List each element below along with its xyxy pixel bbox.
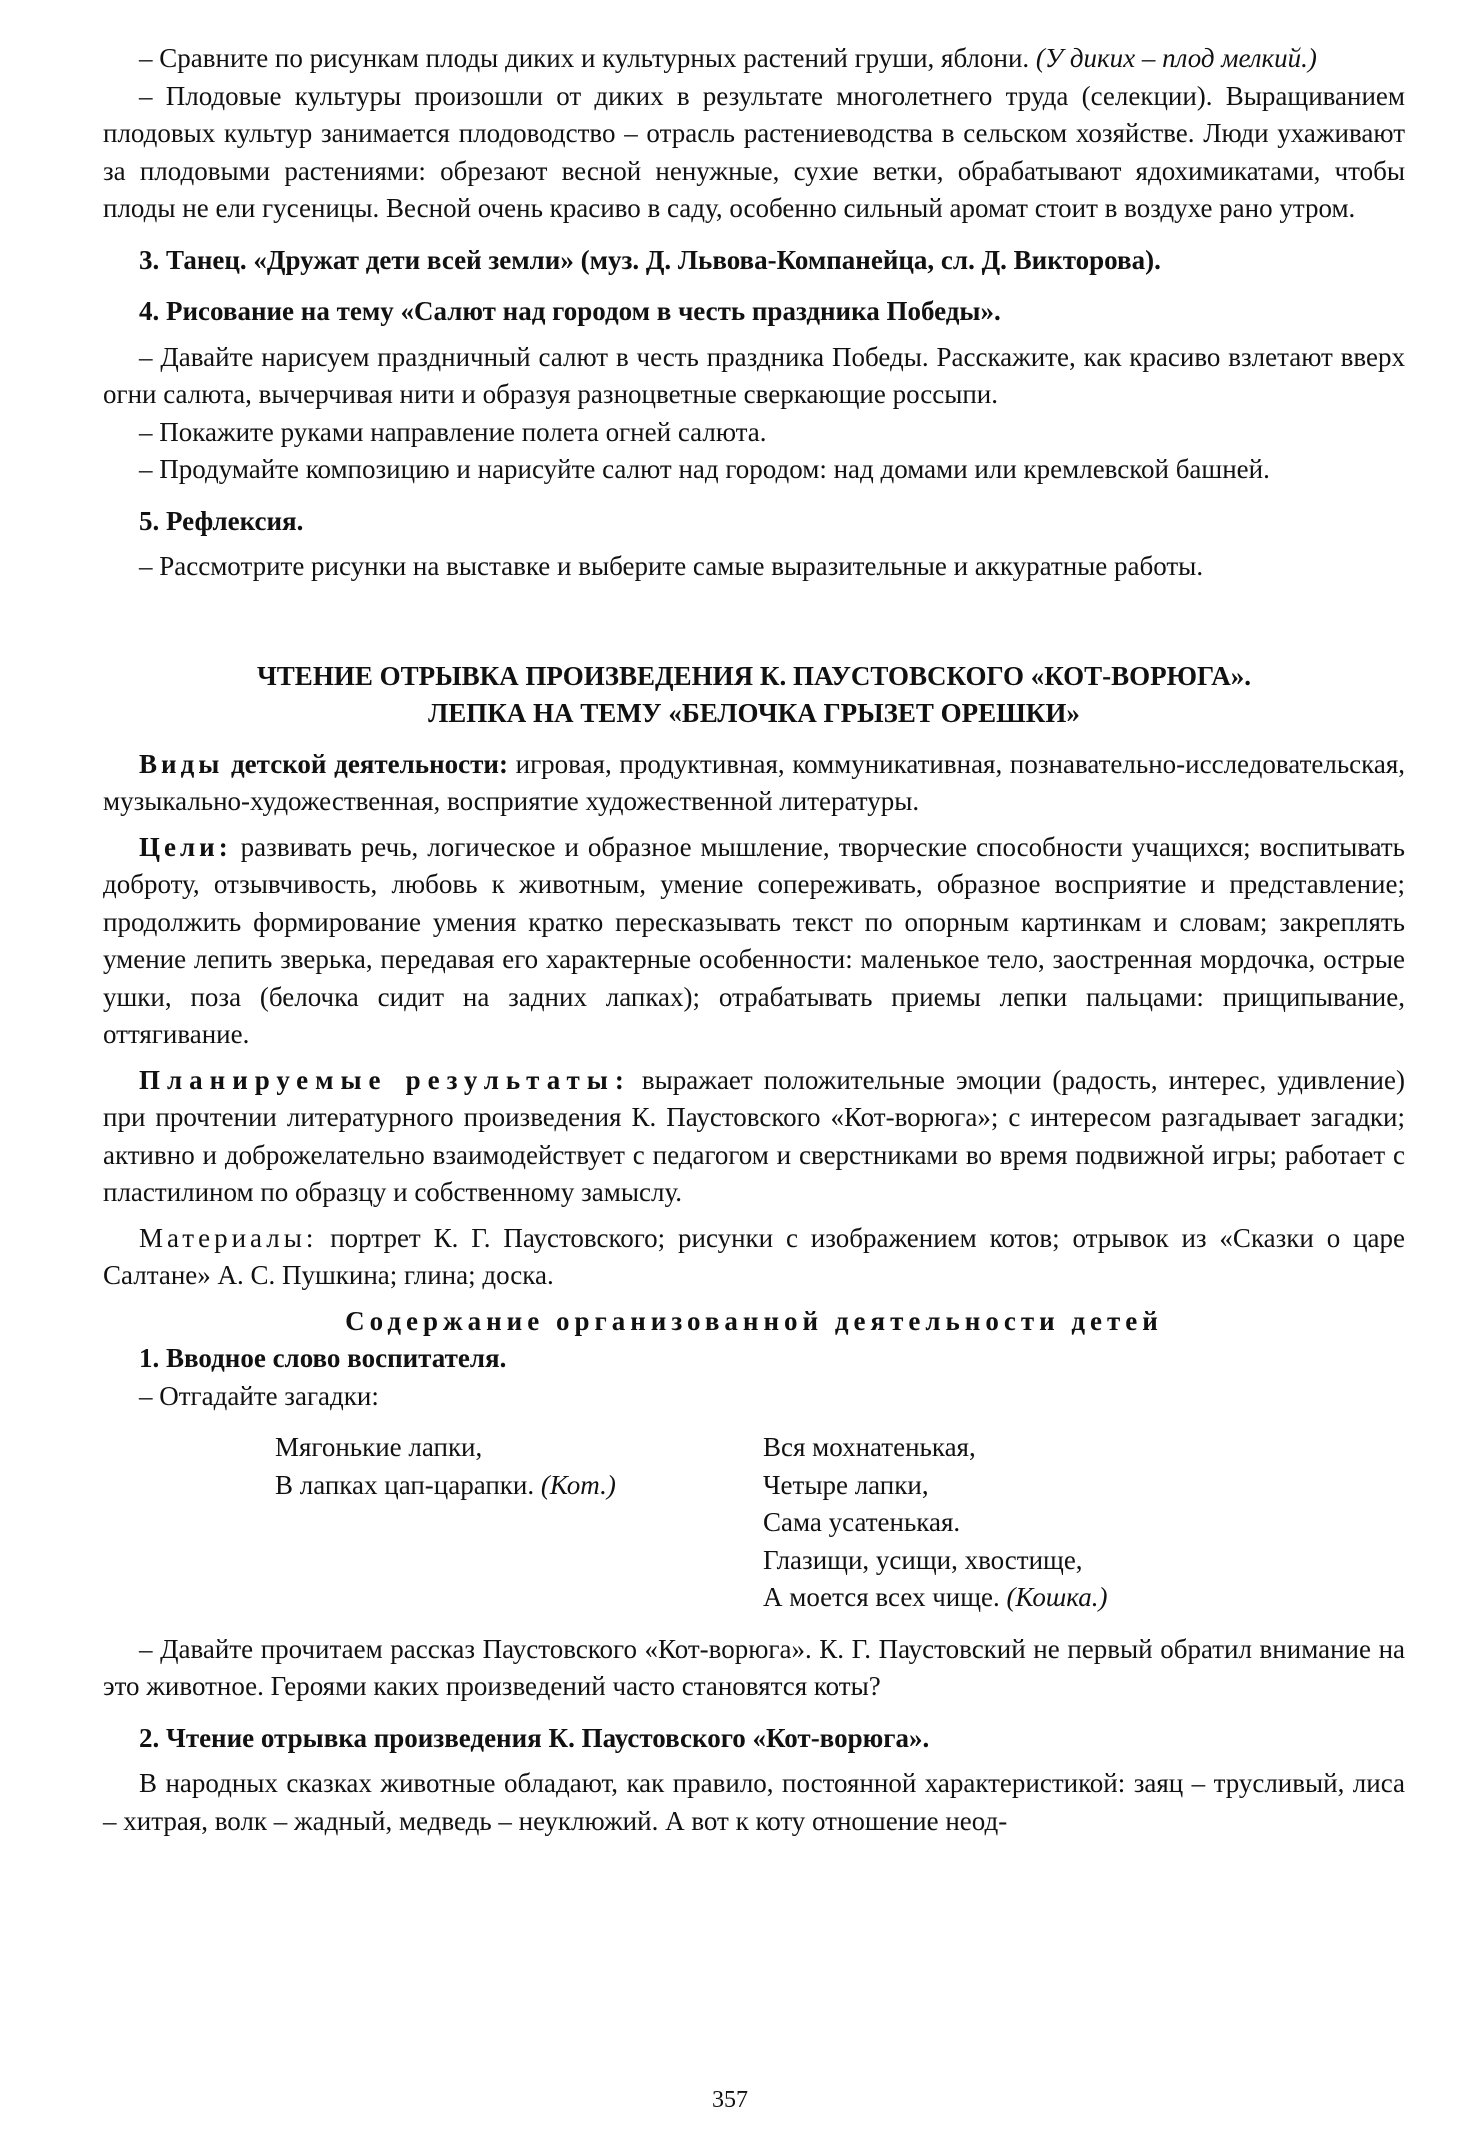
paragraph-compare-fruits <box>103 40 1405 78</box>
paragraph-results <box>103 1062 1405 1212</box>
paragraph-reading: В народных сказках животные обладают, как правило, постоянной характеристикой: заяц – трусливый, лиса – хитрая, волк – жадный, медведь – неуклюжий. А вот к коту отношение неод- <box>103 1768 1405 1836</box>
riddles-block <box>103 1429 1405 1617</box>
riddle-kitty <box>763 1429 1263 1617</box>
paragraph-text: – Сравните по рисункам плоды диких и культурных растений груши, яблони. <box>139 43 1036 73</box>
answer-text: (У диких – плод мелкий.) <box>1035 43 1317 73</box>
heading-intro: 1. Вводное слово воспитателя. <box>139 1343 507 1373</box>
section-title-content: Содержание организованной деятельности детей <box>345 1305 1163 1336</box>
goals-label: Цели: <box>139 831 232 862</box>
riddle-line: Сама усатенькая. <box>763 1507 961 1537</box>
paragraph-fruit-crops: – Плодовые культуры произошли от диких в результате многолетнего труда (селекции). Выращиванием плодовых культур занимается плодоводство – отрасль растениеводства в сельском хозяйстве. Люди ухаживают за плодовыми растениями: обрезают весной ненужные, сухие ветки, обрабатывают ядохимикатами, чтобы плоды не ели гусеницы. Весной очень красиво в саду, особенно сильный аромат стоит в воздухе рано утром. <box>103 80 1405 223</box>
lesson-title-line-2: ЛЕПКА НА ТЕМУ «БЕЛОЧКА ГРЫЗЕТ ОРЕШКИ» <box>428 697 1080 728</box>
heading-reading: 2. Чтение отрывка произведения К. Паустовского «Кот-ворюга». <box>139 1722 930 1753</box>
riddle-line: Глазищи, усищи, хвостище, <box>763 1544 1083 1575</box>
riddle-answer: (Кот.) <box>540 1469 616 1500</box>
paragraph-riddle-prompt: – Отгадайте загадки: <box>139 1380 379 1411</box>
riddle-line-text: В лапках цап-царапки. <box>275 1469 541 1500</box>
riddle-line-text: А моется всех чище. <box>763 1582 1007 1612</box>
heading-dance: 3. Танец. «Дружат дети всей земли» (муз. Д. Львова-Компанейца, сл. Д. Викторова). <box>139 244 1161 275</box>
riddle-line <box>763 1579 1263 1617</box>
paragraph-goals <box>103 829 1405 1054</box>
riddle-cat <box>275 1429 763 1617</box>
paragraph-drawing-1: – Давайте нарисуем праздничный салют в честь праздника Победы. Расскажите, как красиво взлетают вверх огни салюта, вычерчивая нити и образуя разноцветные сверкающие россыпи. <box>103 341 1405 409</box>
riddle-line: Мягонькие лапки, <box>275 1432 483 1462</box>
results-text: выражает положительные эмоции (радость, интерес, удивление) при прочтении литературного произведения К. Паустовского «Кот-ворюга»; с интересом разгадывает загадки; активно и доброжелательно взаимодействует с педагогом и сверстниками во время подвижной игры; работает с пластилином по образцу и собственному замыслу. <box>103 1064 1405 1207</box>
results-label: Планируемые результаты: <box>139 1064 631 1095</box>
activities-text: игровая, продуктивная, коммуникативная, познавательно-исследовательская, музыкально-художественная, восприятие художественной литературы. <box>103 748 1405 816</box>
heading-reflection: 5. Рефлексия. <box>139 505 304 536</box>
lesson-title <box>103 658 1405 732</box>
riddle-line: Четыре лапки, <box>763 1469 929 1500</box>
activities-label-rest: детской деятельности: <box>223 748 508 779</box>
materials-text: портрет К. Г. Паустовского; рисунки с изображением котов; отрывок из «Сказки о царе Салтане» А. С. Пушкина; глина; доска. <box>103 1222 1405 1290</box>
activities-label: Виды <box>139 748 224 779</box>
riddle-answer: (Кошка.) <box>1006 1582 1108 1612</box>
goals-text: развивать речь, логическое и образное мышление, творческие способности учащихся; воспитывать доброту, отзывчивость, любовь к животным, умение сопереживать, образное восприятие и представление; продолжить формирование умения кратко пересказывать текст по опорным картинкам и словам; закреплять умение лепить зверька, передавая его характерные особенности: маленькое тело, заостренная мордочка, острые ушки, поза (белочка сидит на задних лапках); отрабатывать приемы лепки пальцами: прищипывание, оттягивание. <box>103 831 1405 1049</box>
materials-label: Материалы: <box>139 1222 318 1253</box>
paragraph-materials <box>103 1220 1405 1295</box>
paragraph-after-riddles: – Давайте прочитаем рассказ Паустовского «Кот-ворюга». К. Г. Паустовский не первый обратил внимание на это животное. Героями каких произведений часто становятся коты? <box>103 1633 1405 1701</box>
paragraph-reflection: – Рассмотрите рисунки на выставке и выберите самые выразительные и аккуратные работы. <box>139 551 1204 581</box>
lesson-title-line-1: ЧТЕНИЕ ОТРЫВКА ПРОИЗВЕДЕНИЯ К. ПАУСТОВСКОГО «КОТ-ВОРЮГА». <box>256 660 1252 691</box>
page-number: 357 <box>712 2087 748 2113</box>
heading-drawing: 4. Рисование на тему «Салют над городом в честь праздника Победы». <box>139 296 1001 326</box>
riddle-line: Вся мохнатенькая, <box>763 1432 976 1462</box>
riddle-line <box>275 1467 763 1505</box>
paragraph-activities <box>103 746 1405 821</box>
paragraph-drawing-2: – Покажите руками направление полета огней салюта. <box>139 416 767 447</box>
paragraph-drawing-3: – Продумайте композицию и нарисуйте салют над городом: над домами или кремлевской башней. <box>139 454 1270 484</box>
